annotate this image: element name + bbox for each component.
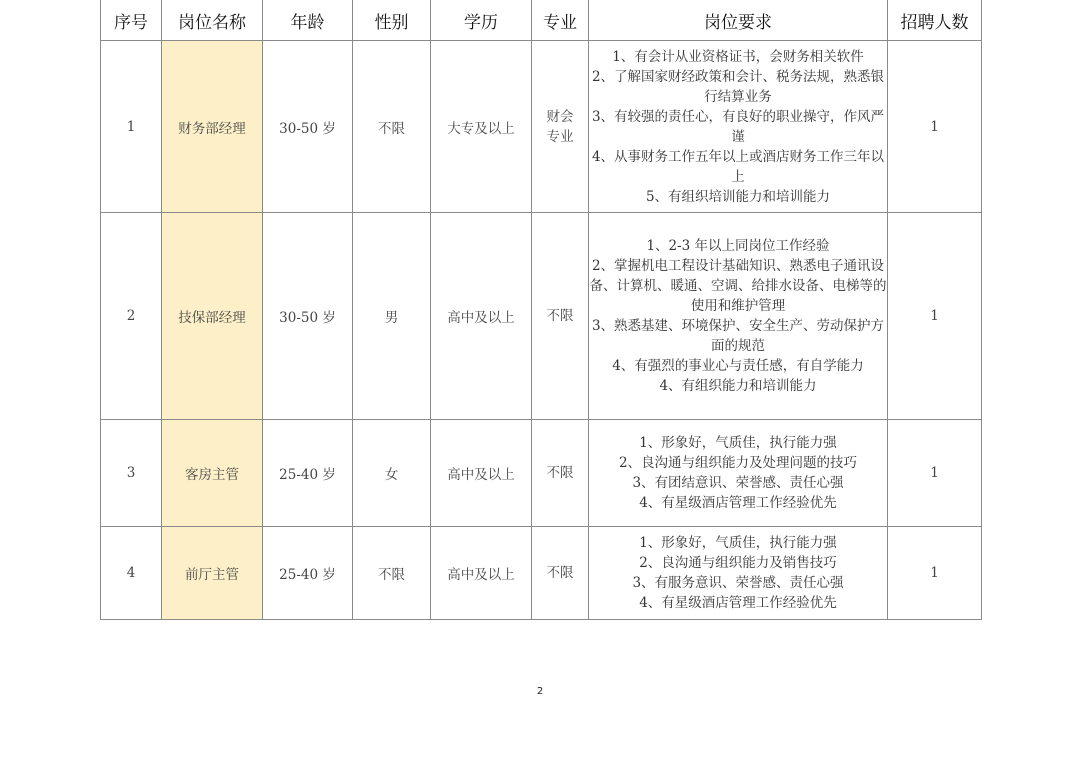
cell-age: 25-40 岁: [263, 420, 353, 527]
requirement-item: 2、了解国家财经政策和会计、税务法规，熟悉银行结算业务: [591, 68, 885, 105]
recruitment-table: [100, 0, 982, 620]
requirement-item: 1、有会计从业资格证书，会财务相关软件: [612, 48, 864, 65]
requirement-item: 4、有星级酒店管理工作经验优先: [639, 595, 837, 611]
requirement-item: 5、有组织培训能力和培训能力: [645, 188, 831, 205]
cell-gender: 不限: [353, 527, 431, 620]
requirement-item: 1、形象好，气质佳，执行能力强: [639, 535, 837, 551]
major-line: 不限: [546, 465, 574, 481]
cell-education: 高中及以上: [431, 527, 532, 620]
header-gender: 性别: [353, 0, 431, 41]
cell-requirements: [589, 420, 888, 527]
requirement-item: 3、有团结意识、荣誉感、责任心强: [632, 475, 844, 491]
cell-age: 30-50 岁: [263, 213, 353, 420]
header-requirements: 岗位要求: [589, 0, 888, 41]
requirement-item: 4、有组织能力和培训能力: [659, 378, 817, 394]
cell-position: 前厅主管: [162, 527, 263, 620]
table-row: [101, 527, 982, 620]
cell-count: 1: [888, 41, 982, 213]
cell-seq: 2: [101, 213, 162, 420]
header-position: 岗位名称: [162, 0, 263, 41]
cell-position: 技保部经理: [162, 213, 263, 420]
requirement-item: 2、良沟通与组织能力及销售技巧: [639, 555, 837, 571]
header-row: [101, 0, 982, 41]
cell-requirements: [589, 213, 888, 420]
major-line: 专业: [546, 128, 574, 145]
cell-major: [532, 527, 589, 620]
cell-position: 财务部经理: [162, 41, 263, 213]
cell-education: 高中及以上: [431, 213, 532, 420]
cell-count: 1: [888, 527, 982, 620]
page-number: 2: [536, 686, 544, 697]
requirement-item: 2、掌握机电工程设计基础知识、熟悉电子通讯设备、计算机、暖通、空调、给排水设备、电梯等的使用和维护管理: [589, 258, 887, 314]
major-line: 不限: [546, 565, 574, 581]
cell-requirements: [589, 41, 888, 213]
cell-requirements: [589, 527, 888, 620]
table-row: [101, 41, 982, 213]
major-line: 财会: [546, 108, 574, 125]
header-major: 专业: [532, 0, 589, 41]
requirement-item: 4、有强烈的事业心与责任感，有自学能力: [612, 358, 864, 374]
header-count: 招聘人数: [888, 0, 982, 41]
cell-major: [532, 41, 589, 213]
cell-major: [532, 213, 589, 420]
cell-seq: 1: [101, 41, 162, 213]
cell-seq: 4: [101, 527, 162, 620]
cell-gender: 不限: [353, 41, 431, 213]
header-seq: 序号: [101, 0, 162, 41]
cell-age: 25-40 岁: [263, 527, 353, 620]
requirement-item: 1、2-3 年以上同岗位工作经验: [646, 238, 830, 254]
requirement-item: 2、良沟通与组织能力及处理问题的技巧: [618, 455, 858, 471]
cell-gender: 男: [353, 213, 431, 420]
cell-seq: 3: [101, 420, 162, 527]
cell-count: 1: [888, 213, 982, 420]
cell-position: 客房主管: [162, 420, 263, 527]
requirement-item: 1、形象好，气质佳，执行能力强: [639, 435, 837, 451]
header-education: 学历: [431, 0, 532, 41]
requirement-item: 3、有服务意识、荣誉感、责任心强: [632, 575, 844, 591]
requirement-item: 4、从事财务工作五年以上或酒店财务工作三年以上: [591, 148, 885, 185]
cell-education: 大专及以上: [431, 41, 532, 213]
requirement-item: 3、有较强的责任心，有良好的职业操守，作风严谨: [591, 108, 885, 145]
requirement-item: 3、熟悉基建、环境保护、安全生产、劳动保护方面的规范: [591, 318, 885, 354]
cell-gender: 女: [353, 420, 431, 527]
header-age: 年龄: [263, 0, 353, 41]
major-line: 不限: [546, 308, 574, 324]
cell-count: 1: [888, 420, 982, 527]
table-row: [101, 213, 982, 420]
table-row: [101, 420, 982, 527]
cell-education: 高中及以上: [431, 420, 532, 527]
cell-age: 30-50 岁: [263, 41, 353, 213]
requirement-item: 4、有星级酒店管理工作经验优先: [639, 495, 837, 511]
cell-major: [532, 420, 589, 527]
